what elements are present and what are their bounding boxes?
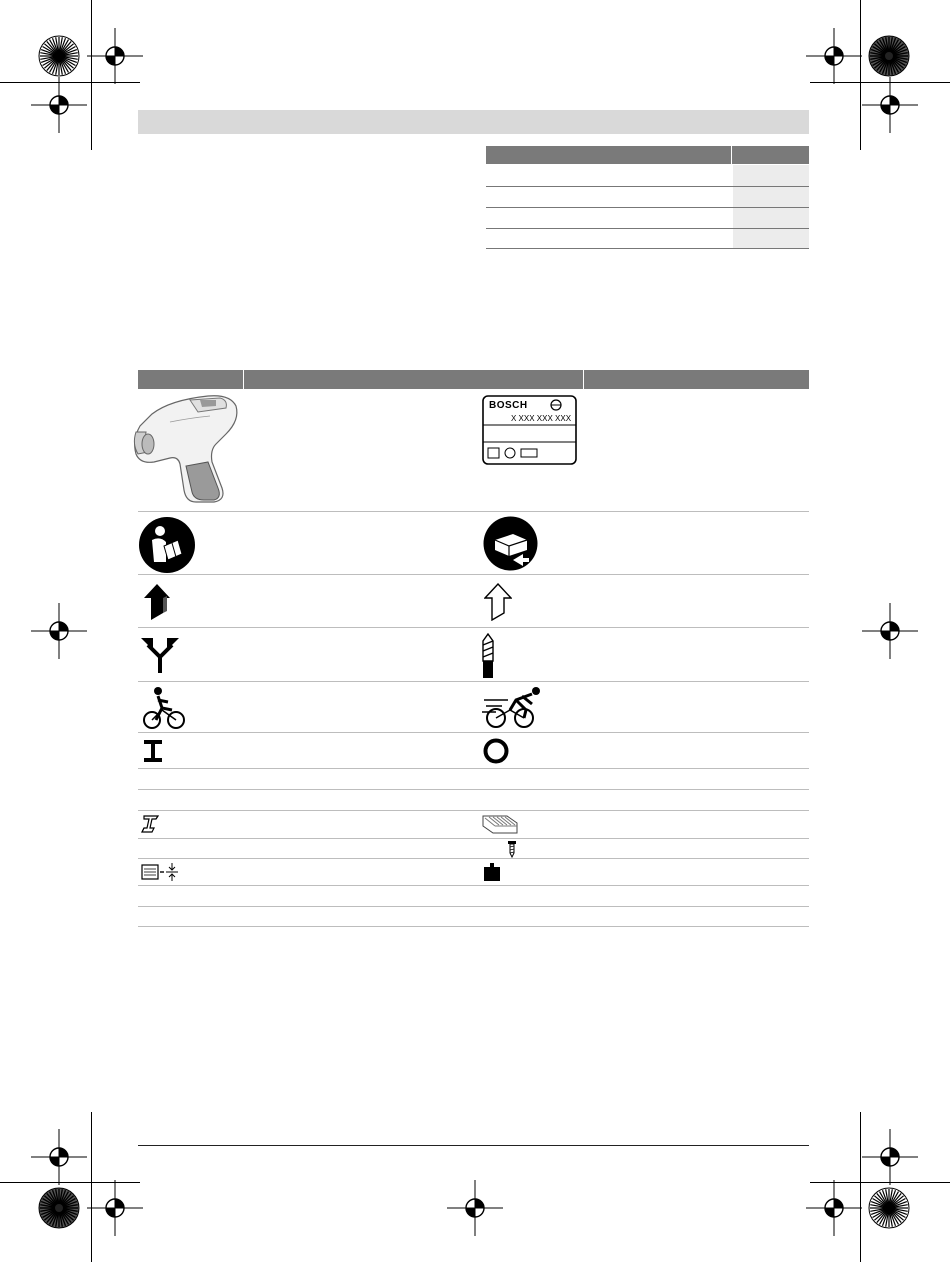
- table-row-divider: [486, 228, 809, 229]
- page-header-band: [138, 110, 809, 134]
- crosshair-mark-icon: [862, 1129, 918, 1185]
- table-row-divider: [138, 681, 809, 682]
- table-row-divider: [486, 207, 809, 208]
- direction-fork-icon: [140, 635, 180, 675]
- table-row-divider: [138, 732, 809, 733]
- cyclist-fast-icon: [482, 686, 548, 730]
- footer-rule: [138, 1145, 809, 1146]
- table-row-divider: [138, 810, 809, 811]
- table-row-divider: [138, 789, 809, 790]
- table-row-divider: [138, 885, 809, 886]
- table-row-divider: [486, 248, 809, 249]
- arrow-up-filled-icon: [143, 583, 171, 621]
- cyclist-slow-icon: [142, 686, 186, 730]
- crosshair-mark-icon: [806, 28, 862, 84]
- trim-line: [810, 1182, 950, 1183]
- arrow-up-outline-icon: [484, 583, 512, 621]
- trim-line: [91, 0, 92, 150]
- plate-brand: BOSCH: [489, 400, 528, 411]
- plate-part-number: X XXX XXX XXX: [511, 414, 572, 423]
- crosshair-mark-icon: [87, 1180, 143, 1236]
- crosshair-mark-icon: [31, 77, 87, 133]
- trim-line: [860, 1112, 861, 1262]
- drill-driver-icon: [130, 392, 242, 506]
- screw-icon: [507, 840, 517, 858]
- table-header: [486, 146, 809, 164]
- crosshair-mark-icon: [806, 1180, 862, 1236]
- chuck-range-icon: [140, 862, 180, 882]
- trim-line: [860, 0, 861, 150]
- crosshair-mark-icon: [31, 603, 87, 659]
- trim-line: [91, 1112, 92, 1262]
- battery-removal-icon: [483, 516, 538, 571]
- read-manual-icon: [138, 516, 196, 574]
- table-row-divider: [138, 768, 809, 769]
- table-row-divider: [138, 574, 809, 575]
- crosshair-mark-icon: [31, 1129, 87, 1185]
- registration-star-icon: [38, 1187, 80, 1229]
- wood-icon: [482, 813, 518, 835]
- table-row-divider: [138, 926, 809, 927]
- crosshair-mark-icon: [862, 77, 918, 133]
- table-row-divider: [138, 627, 809, 628]
- trim-line: [0, 1182, 140, 1183]
- gear-one-icon: [143, 739, 163, 763]
- steel-beam-icon: [141, 814, 161, 834]
- drill-bit-icon: [482, 633, 494, 679]
- registration-star-icon: [868, 1187, 910, 1229]
- table-row-divider: [486, 186, 809, 187]
- registration-star-icon: [868, 35, 910, 77]
- trim-line: [0, 82, 140, 83]
- crosshair-mark-icon: [447, 1180, 503, 1236]
- gear-two-icon: [483, 738, 509, 764]
- table-row-divider: [138, 838, 809, 839]
- weight-icon: [482, 862, 502, 882]
- trim-line: [810, 82, 950, 83]
- table-row-divider: [138, 906, 809, 907]
- table-row-divider: [138, 858, 809, 859]
- table-row-divider: [138, 511, 809, 512]
- table-header: [138, 370, 809, 389]
- registration-star-icon: [38, 35, 80, 77]
- crosshair-mark-icon: [862, 603, 918, 659]
- crosshair-mark-icon: [87, 28, 143, 84]
